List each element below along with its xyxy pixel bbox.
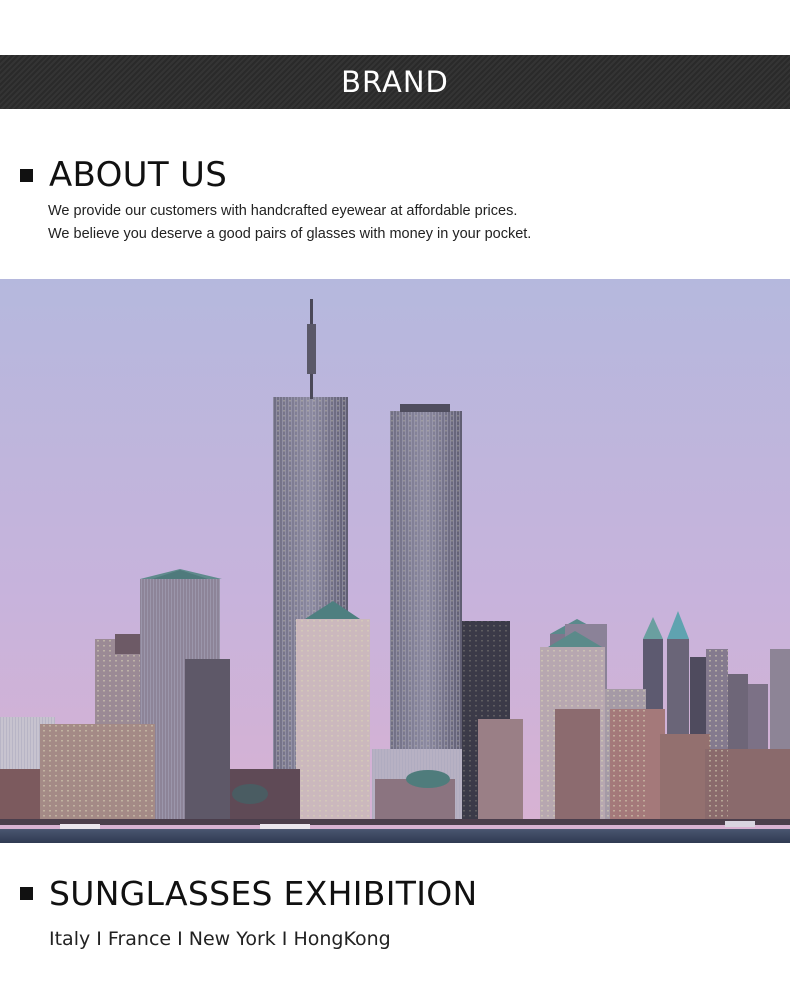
about-us-heading: ABOUT US — [49, 155, 228, 195]
square-bullet-icon — [20, 887, 33, 900]
square-bullet-icon — [20, 169, 33, 182]
brand-banner — [0, 55, 790, 109]
exhibition-cities: Italy I France I New York I HongKong — [49, 928, 391, 950]
about-line-1: We provide our customers with handcrafted eyewear at affordable prices. — [48, 203, 518, 219]
exhibition-heading: SUNGLASSES EXHIBITION — [49, 874, 478, 913]
exhibition-heading-row — [20, 874, 477, 913]
about-us-text — [48, 200, 531, 246]
city-skyline-photo — [0, 279, 790, 843]
about-line-2: We believe you deserve a good pairs of glasses with money in your pocket. — [48, 226, 532, 242]
about-us-heading-row — [20, 155, 227, 195]
brand-title: BRAND — [341, 65, 449, 99]
